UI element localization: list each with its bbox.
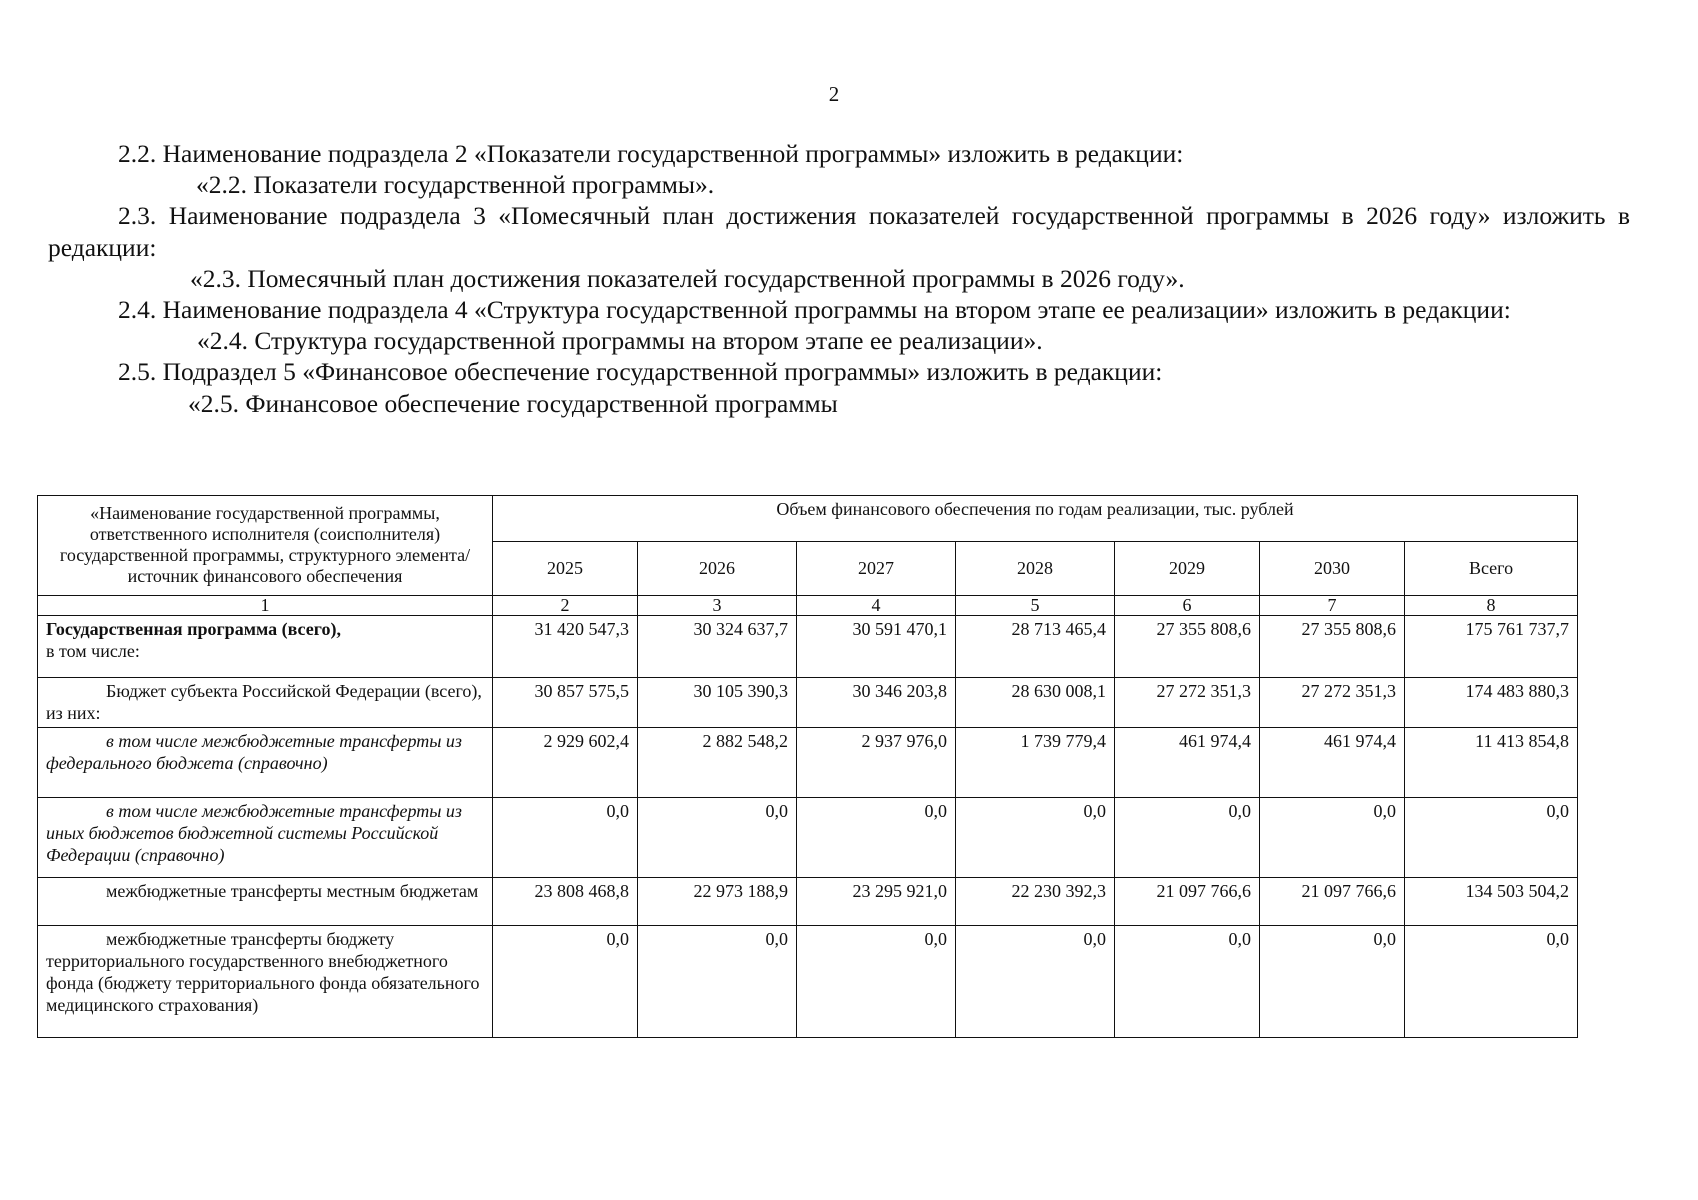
value-cell: 0,0 xyxy=(493,926,638,1038)
value-cell: 23 808 468,8 xyxy=(493,878,638,926)
value-cell: 27 272 351,3 xyxy=(1260,678,1405,728)
row-label: в том числе межбюджетные трансферты из иных бюджетов бюджетной системы Российской Федерации (справочно) xyxy=(38,798,493,878)
row-label: в том числе межбюджетные трансферты из федерального бюджета (справочно) xyxy=(38,728,493,798)
value-cell: 27 272 351,3 xyxy=(1115,678,1260,728)
value-cell: 23 295 921,0 xyxy=(797,878,956,926)
table-row xyxy=(38,926,1578,1038)
value-cell: 174 483 880,3 xyxy=(1405,678,1578,728)
table-row xyxy=(38,678,1578,728)
value-cell: 11 413 854,8 xyxy=(1405,728,1578,798)
value-cell: 0,0 xyxy=(1115,926,1260,1038)
column-number: 1 xyxy=(38,596,493,616)
value-cell: 0,0 xyxy=(797,798,956,878)
value-cell: 30 346 203,8 xyxy=(797,678,956,728)
value-cell: 21 097 766,6 xyxy=(1115,878,1260,926)
year-header: 2029 xyxy=(1115,542,1260,596)
table-row xyxy=(38,878,1578,926)
value-cell: 0,0 xyxy=(1115,798,1260,878)
year-header: 2025 xyxy=(493,542,638,596)
amendment-2-2: 2.2. Наименование подраздела 2 «Показатели государственной программы» изложить в редакции: xyxy=(118,139,1184,168)
value-cell: 30 591 470,1 xyxy=(797,616,956,678)
volume-column-header: Объем финансового обеспечения по годам реализации, тыс. рублей xyxy=(493,496,1578,542)
value-cell: 0,0 xyxy=(1405,926,1578,1038)
column-number: 7 xyxy=(1260,596,1405,616)
amendment-2-5-quote: «2.5. Финансовое обеспечение государственной программы xyxy=(188,388,838,418)
amendment-text xyxy=(48,138,1630,419)
value-cell: 27 355 808,6 xyxy=(1115,616,1260,678)
value-cell: 134 503 504,2 xyxy=(1405,878,1578,926)
total-header: Всего xyxy=(1405,542,1578,596)
value-cell: 0,0 xyxy=(493,798,638,878)
row-label xyxy=(38,616,493,678)
value-cell: 22 973 188,9 xyxy=(638,878,797,926)
amendment-2-5: 2.5. Подраздел 5 «Финансовое обеспечение государственной программы» изложить в редакции: xyxy=(118,357,1163,387)
column-number: 8 xyxy=(1405,596,1578,616)
value-cell: 2 929 602,4 xyxy=(493,728,638,798)
value-cell: 0,0 xyxy=(1405,798,1578,878)
column-number: 5 xyxy=(956,596,1115,616)
row-label-main: Государственная программа (всего), xyxy=(46,619,341,639)
table-row xyxy=(38,798,1578,878)
amendment-2-4-quote: «2.4. Структура государственной программы на втором этапе ее реализации». xyxy=(197,326,1043,356)
row-label: межбюджетные трансферты местным бюджетам xyxy=(38,878,493,926)
value-cell: 0,0 xyxy=(797,926,956,1038)
table-header-row xyxy=(38,496,1578,542)
financing-table xyxy=(37,495,1578,1038)
value-cell: 2 937 976,0 xyxy=(797,728,956,798)
amendment-2-3: 2.3. Наименование подраздела 3 «Помесячный план достижения показателей государственной программы в 2026 году» изложить в редакции: xyxy=(48,201,1630,262)
value-cell: 0,0 xyxy=(638,926,797,1038)
row-label-sub: в том числе: xyxy=(46,641,140,661)
column-number: 6 xyxy=(1115,596,1260,616)
value-cell: 27 355 808,6 xyxy=(1260,616,1405,678)
amendment-2-3-quote: «2.3. Помесячный план достижения показателей государственной программы в 2026 году». xyxy=(190,263,1185,293)
value-cell: 0,0 xyxy=(1260,926,1405,1038)
table-row xyxy=(38,616,1578,678)
value-cell: 31 420 547,3 xyxy=(493,616,638,678)
value-cell: 21 097 766,6 xyxy=(1260,878,1405,926)
value-cell: 30 105 390,3 xyxy=(638,678,797,728)
value-cell: 0,0 xyxy=(956,798,1115,878)
value-cell: 461 974,4 xyxy=(1260,728,1405,798)
value-cell: 0,0 xyxy=(956,926,1115,1038)
name-column-header: «Наименование государственной программы, ответственного исполнителя (соисполнителя) государственной программы, структурного элемента/источник финансового обеспечения xyxy=(38,496,493,596)
year-header: 2026 xyxy=(638,542,797,596)
value-cell: 2 882 548,2 xyxy=(638,728,797,798)
row-label: межбюджетные трансферты бюджету территориального государственного внебюджетного фонда (бюджету территориального фонда обязательного медицинского страхования) xyxy=(38,926,493,1038)
year-header: 2027 xyxy=(797,542,956,596)
value-cell: 28 713 465,4 xyxy=(956,616,1115,678)
value-cell: 0,0 xyxy=(638,798,797,878)
year-header: 2030 xyxy=(1260,542,1405,596)
value-cell: 28 630 008,1 xyxy=(956,678,1115,728)
column-number: 4 xyxy=(797,596,956,616)
value-cell: 30 324 637,7 xyxy=(638,616,797,678)
value-cell: 1 739 779,4 xyxy=(956,728,1115,798)
column-number: 3 xyxy=(638,596,797,616)
value-cell: 22 230 392,3 xyxy=(956,878,1115,926)
amendment-2-2-quote: «2.2. Показатели государственной программы». xyxy=(196,170,715,200)
year-header: 2028 xyxy=(956,542,1115,596)
table-row xyxy=(38,728,1578,798)
column-number: 2 xyxy=(493,596,638,616)
value-cell: 30 857 575,5 xyxy=(493,678,638,728)
row-label: Бюджет субъекта Российской Федерации (всего), из них: xyxy=(38,678,493,728)
value-cell: 461 974,4 xyxy=(1115,728,1260,798)
amendment-2-4: 2.4. Наименование подраздела 4 «Структура государственной программы на втором этапе ее реализации» изложить в редакции: xyxy=(118,295,1511,325)
value-cell: 175 761 737,7 xyxy=(1405,616,1578,678)
page-number: 2 xyxy=(828,82,840,106)
value-cell: 0,0 xyxy=(1260,798,1405,878)
column-numbers-row xyxy=(38,596,1578,616)
